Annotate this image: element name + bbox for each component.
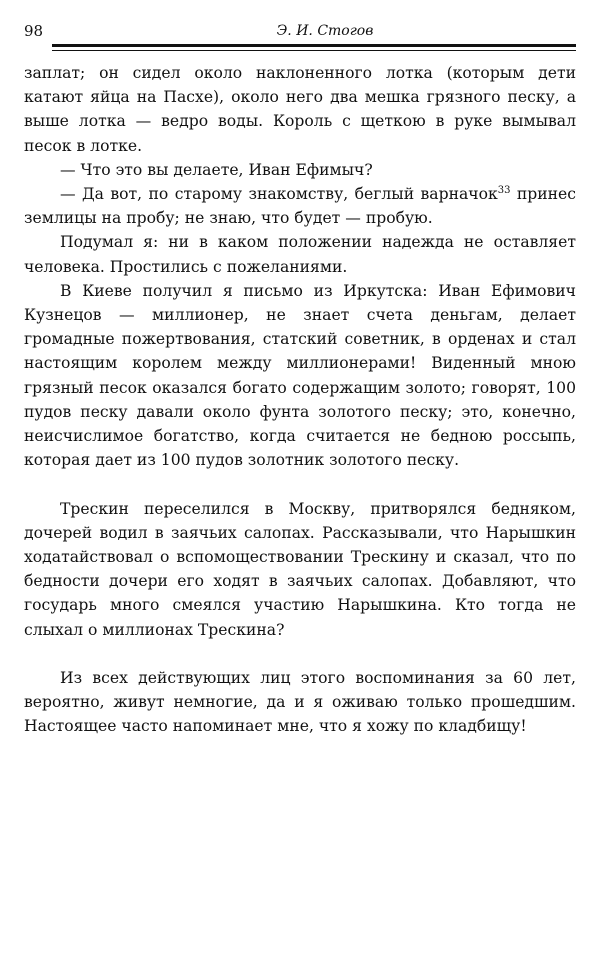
paragraph — [24, 182, 576, 230]
page-header — [24, 20, 576, 42]
footnote-marker: 33 — [497, 184, 511, 196]
page-number: 98 — [24, 22, 44, 40]
paragraph: — Что это вы делаете, Иван Ефимыч? — [60, 160, 373, 179]
header-rule-thick — [52, 44, 576, 47]
paragraph-text: — Да вот, по старому знакомству, беглый варначок — [60, 185, 498, 204]
running-head: Э. И. Стогов — [276, 23, 374, 39]
body-text — [24, 61, 576, 739]
paragraph: В Киеве получил я письмо из Иркутска: Иван Ефимович Кузнецов — миллионер, не знает счета деньгам, делает громадные пожертвования, статский советник, в орденах и стал настоящим королем между миллионерами! Виденный мною грязный песок оказался богато содержащим золото; говорят, 100 пудов песку давали около фунта золотого песку; это, конечно, неисчислимое богатство, когда считается не бедною россыпь, которая дает из 100 пудов золотник золотого песку. — [24, 281, 576, 470]
paragraph-text: принес землицы на пробу; не знаю, что будет — пробую. — [24, 185, 576, 228]
paragraph: Трескин переселился в Москву, притворялся бедняком, дочерей водил в заячьих салопах. Рассказывали, что Нарышкин ходатайствовал о вспомоществовании Трескину и сказал, что по бедности дочери его ходят в заячьих салопах. Добавляют, что государь много смеялся участию Нарышкина. Кто тогда не слыхал о миллионах Трескина? — [24, 499, 576, 639]
header-rule-thin — [52, 50, 576, 51]
paragraph: Подумал я: ни в каком положении надежда не оставляет человека. Простились с пожеланиями. — [24, 233, 576, 276]
paragraph: заплат; он сидел около наклоненного лотка (которым дети катают яйца на Пасхе), около него два мешка грязного песку, а выше лотка — ведро воды. Король с щеткою в руке вымывал песок в лотке. — [24, 64, 576, 155]
paragraph: Из всех действующих лиц этого воспоминания за 60 лет, вероятно, живут немногие, да и я оживаю только прошедшим. Настоящее часто напоминает мне, что я хожу по кладбищу! — [24, 669, 576, 736]
